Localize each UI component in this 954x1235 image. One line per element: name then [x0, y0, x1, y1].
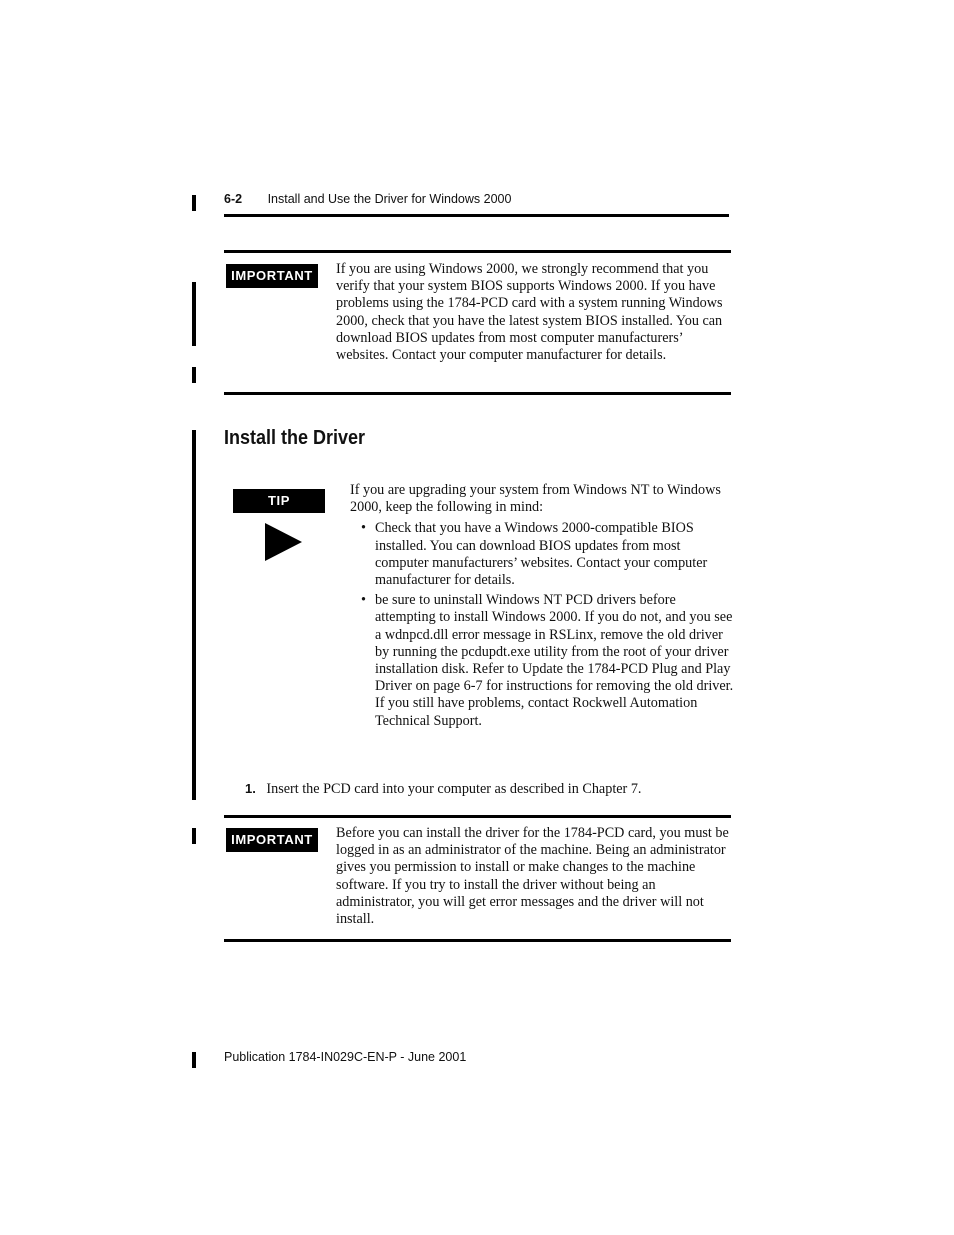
- important-top-rule: [224, 250, 731, 253]
- change-bar: [192, 1052, 196, 1068]
- tip-intro: If you are upgrading your system from Windows NT to Windows 2000, keep the following in mind:: [350, 482, 721, 516]
- important-top-rule: [224, 815, 731, 818]
- page-number: 6-2: [224, 192, 243, 206]
- step-number: 1.: [245, 781, 256, 796]
- list-item: • Check that you have a Windows 2000-compatible BIOS installed. You can download BIOS updates from most computer manufacturers’ websites. Contact your computer manufacturer for details.: [350, 520, 734, 589]
- play-triangle-icon: [265, 523, 302, 561]
- change-bar: [192, 282, 196, 346]
- step-text: Insert the PCD card into your computer as described in Chapter 7.: [266, 781, 642, 797]
- change-bar: [192, 195, 196, 211]
- tip-label: TIP: [233, 489, 325, 513]
- chapter-title: Install and Use the Driver for Windows 2000: [267, 192, 512, 206]
- section-heading: Install the Driver: [224, 427, 366, 449]
- important-text: Before you can install the driver for the 1784-PCD card, you must be logged in as an administrator of the machine. Being an administrator gives you permission to install or make changes to the machine software. If you try to install the driver without being an administrator, you will get error messages and the driver will not install.: [336, 825, 729, 928]
- tip-bullet-list: [350, 520, 734, 729]
- step-1: [245, 780, 734, 798]
- change-bar: [192, 828, 196, 844]
- important-bottom-rule: [224, 392, 731, 395]
- header-rule: [224, 214, 729, 217]
- important-label: IMPORTANT: [226, 828, 318, 852]
- publication-footer: Publication 1784-IN029C-EN-P - June 2001: [224, 1050, 467, 1064]
- change-bar: [192, 367, 196, 383]
- tip-content: [350, 482, 734, 733]
- important-label: IMPORTANT: [226, 264, 318, 288]
- change-bar: [192, 430, 196, 800]
- running-header: [224, 192, 734, 206]
- list-item: • be sure to uninstall Windows NT PCD drivers before attempting to install Windows 2000. If you do not, and you see a wdnpcd.dll error message in RSLinx, remove the old driver by running the pcdupdt.exe utility from the root of your driver installation disk. Refer to Update the 1784-PCD Plug and Play Driver on page 6-7 for instructions for removing the old driver. If you still have problems, contact Rockwell Automation Technical Support.: [350, 592, 734, 730]
- important-text: If you are using Windows 2000, we strongly recommend that you verify that your system BIOS supports Windows 2000. If you have problems using the 1784-PCD card with a system running Windows 2000, check that you have the latest system BIOS installed. You can download BIOS updates from most computer manufacturers’ websites. Contact your computer manufacturer for details.: [336, 261, 723, 364]
- important-bottom-rule: [224, 939, 731, 942]
